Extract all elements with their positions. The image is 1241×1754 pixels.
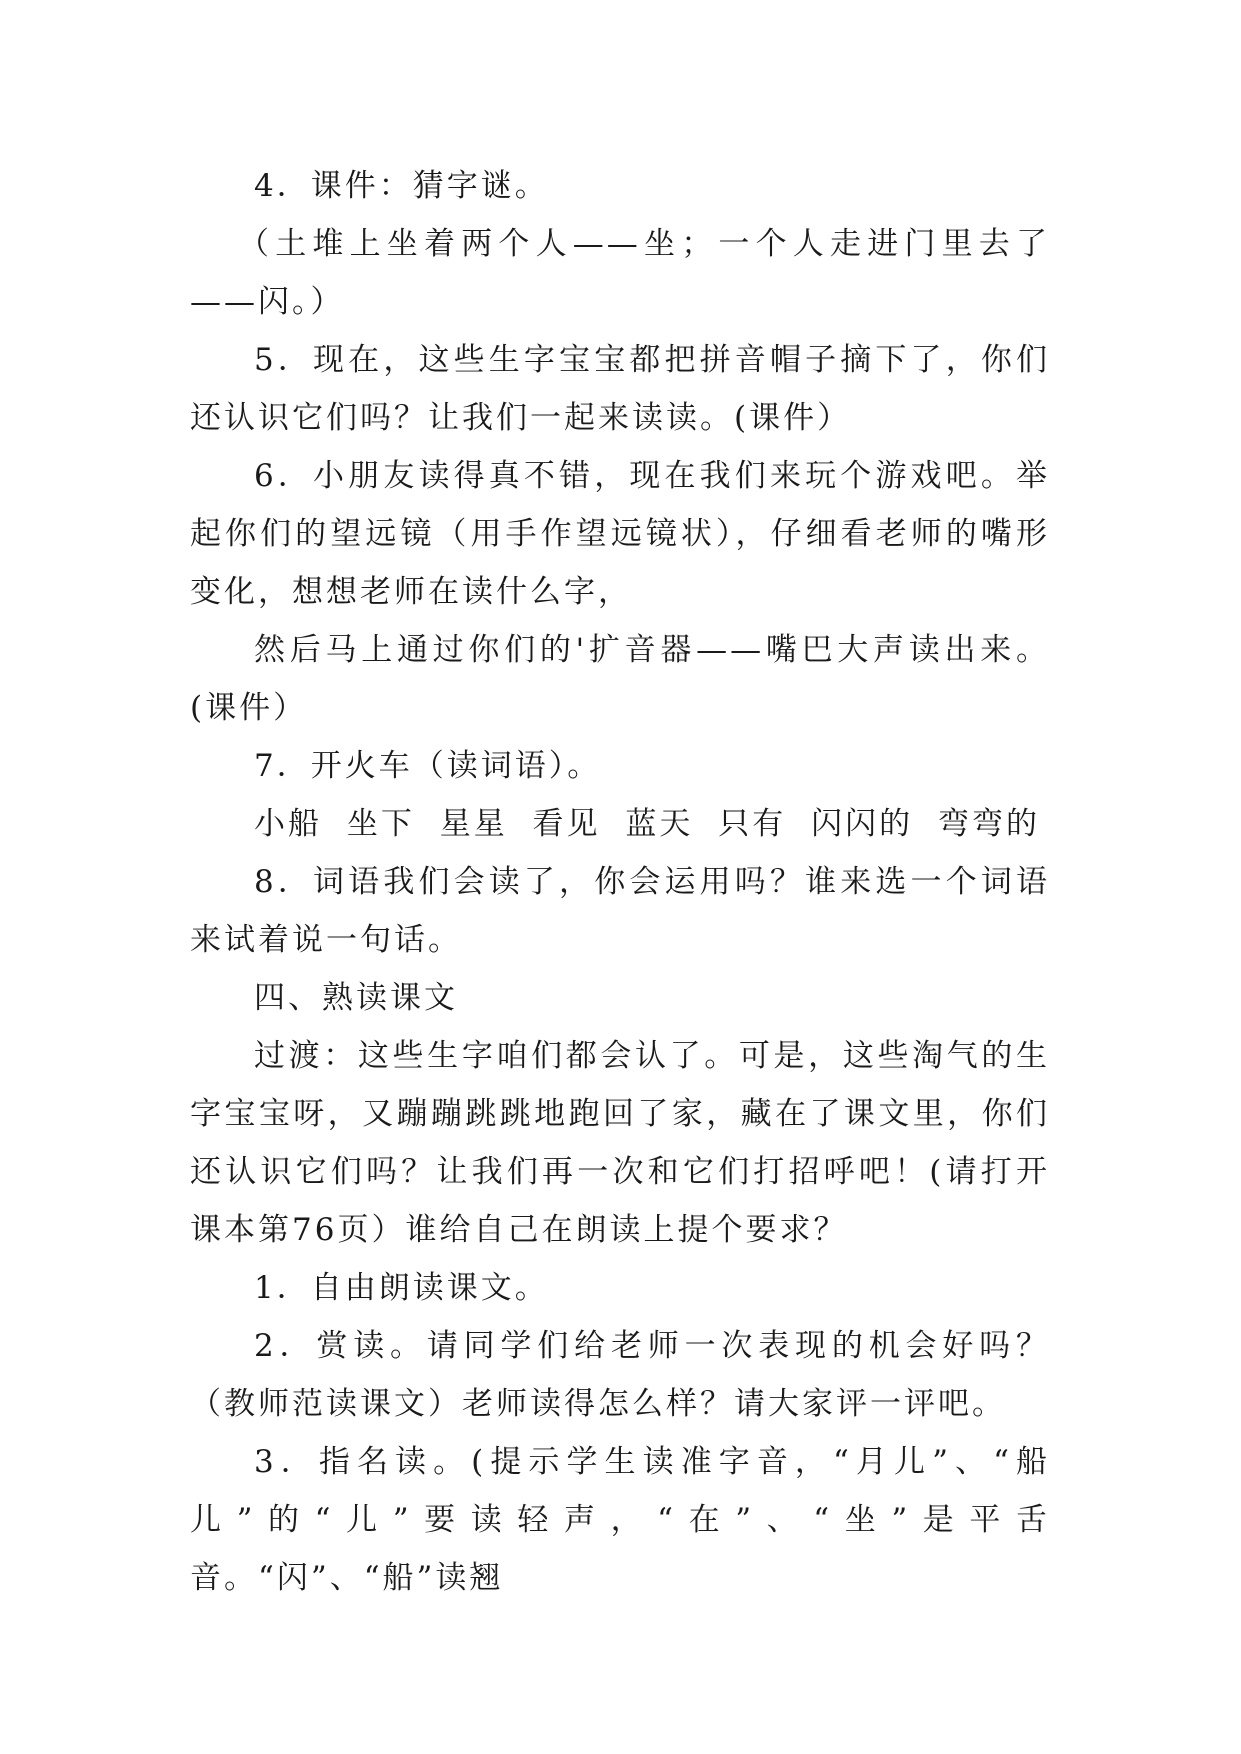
paragraph-riddle-heading: 4．课件：猜字谜。 bbox=[254, 168, 549, 204]
paragraph-transition: 过渡：这些生字咱们都会认了。可是，这些淘气的生字宝宝呀，又蹦蹦跳跳地跑回了家，藏在了课文里，你们还认识它们吗？让我们再一次和它们打招呼吧！(请打开课本第76页）谁给自己在朗读上提个要求？ bbox=[190, 1038, 1050, 1248]
paragraph-step-6-continued: 然后马上通过你们的'扩音器——嘴巴大声读出来。(课件） bbox=[190, 632, 1050, 726]
paragraph-free-reading: 1．自由朗读课文。 bbox=[254, 1270, 549, 1306]
paragraph-riddle-content: （土堆上坐着两个人——坐；一个人走进门里去了——闪。） bbox=[190, 226, 1050, 320]
section-heading-read-text: 四、熟读课文 bbox=[254, 980, 458, 1016]
paragraph-word-list: 小船 坐下 星星 看见 蓝天 只有 闪闪的 弯弯的 bbox=[254, 806, 1040, 842]
paragraph-step-6: 6．小朋友读得真不错，现在我们来玩个游戏吧。举起你们的望远镜（用手作望远镜状），仔细看老师的嘴形变化，想想老师在读什么字， bbox=[190, 458, 1050, 610]
paragraph-named-reading: 3．指名读。(提示学生读准字音，“月儿”、“船儿”的“儿”要读轻声，“在”、“坐”是平舌音。“闪”、“船”读翘 bbox=[190, 1444, 1050, 1596]
paragraph-step-8: 8．词语我们会读了，你会运用吗？谁来选一个词语来试着说一句话。 bbox=[190, 864, 1050, 958]
paragraph-appreciative-reading: 2．赏读。请同学们给老师一次表现的机会好吗？（教师范读课文）老师读得怎么样？请大家评一评吧。 bbox=[190, 1328, 1050, 1422]
paragraph-step-7: 7．开火车（读词语）。 bbox=[254, 748, 602, 784]
paragraph-step-5: 5．现在，这些生字宝宝都把拼音帽子摘下了，你们还认识它们吗？让我们一起来读读。(课件） bbox=[190, 342, 1050, 436]
document-body bbox=[190, 157, 1050, 1607]
